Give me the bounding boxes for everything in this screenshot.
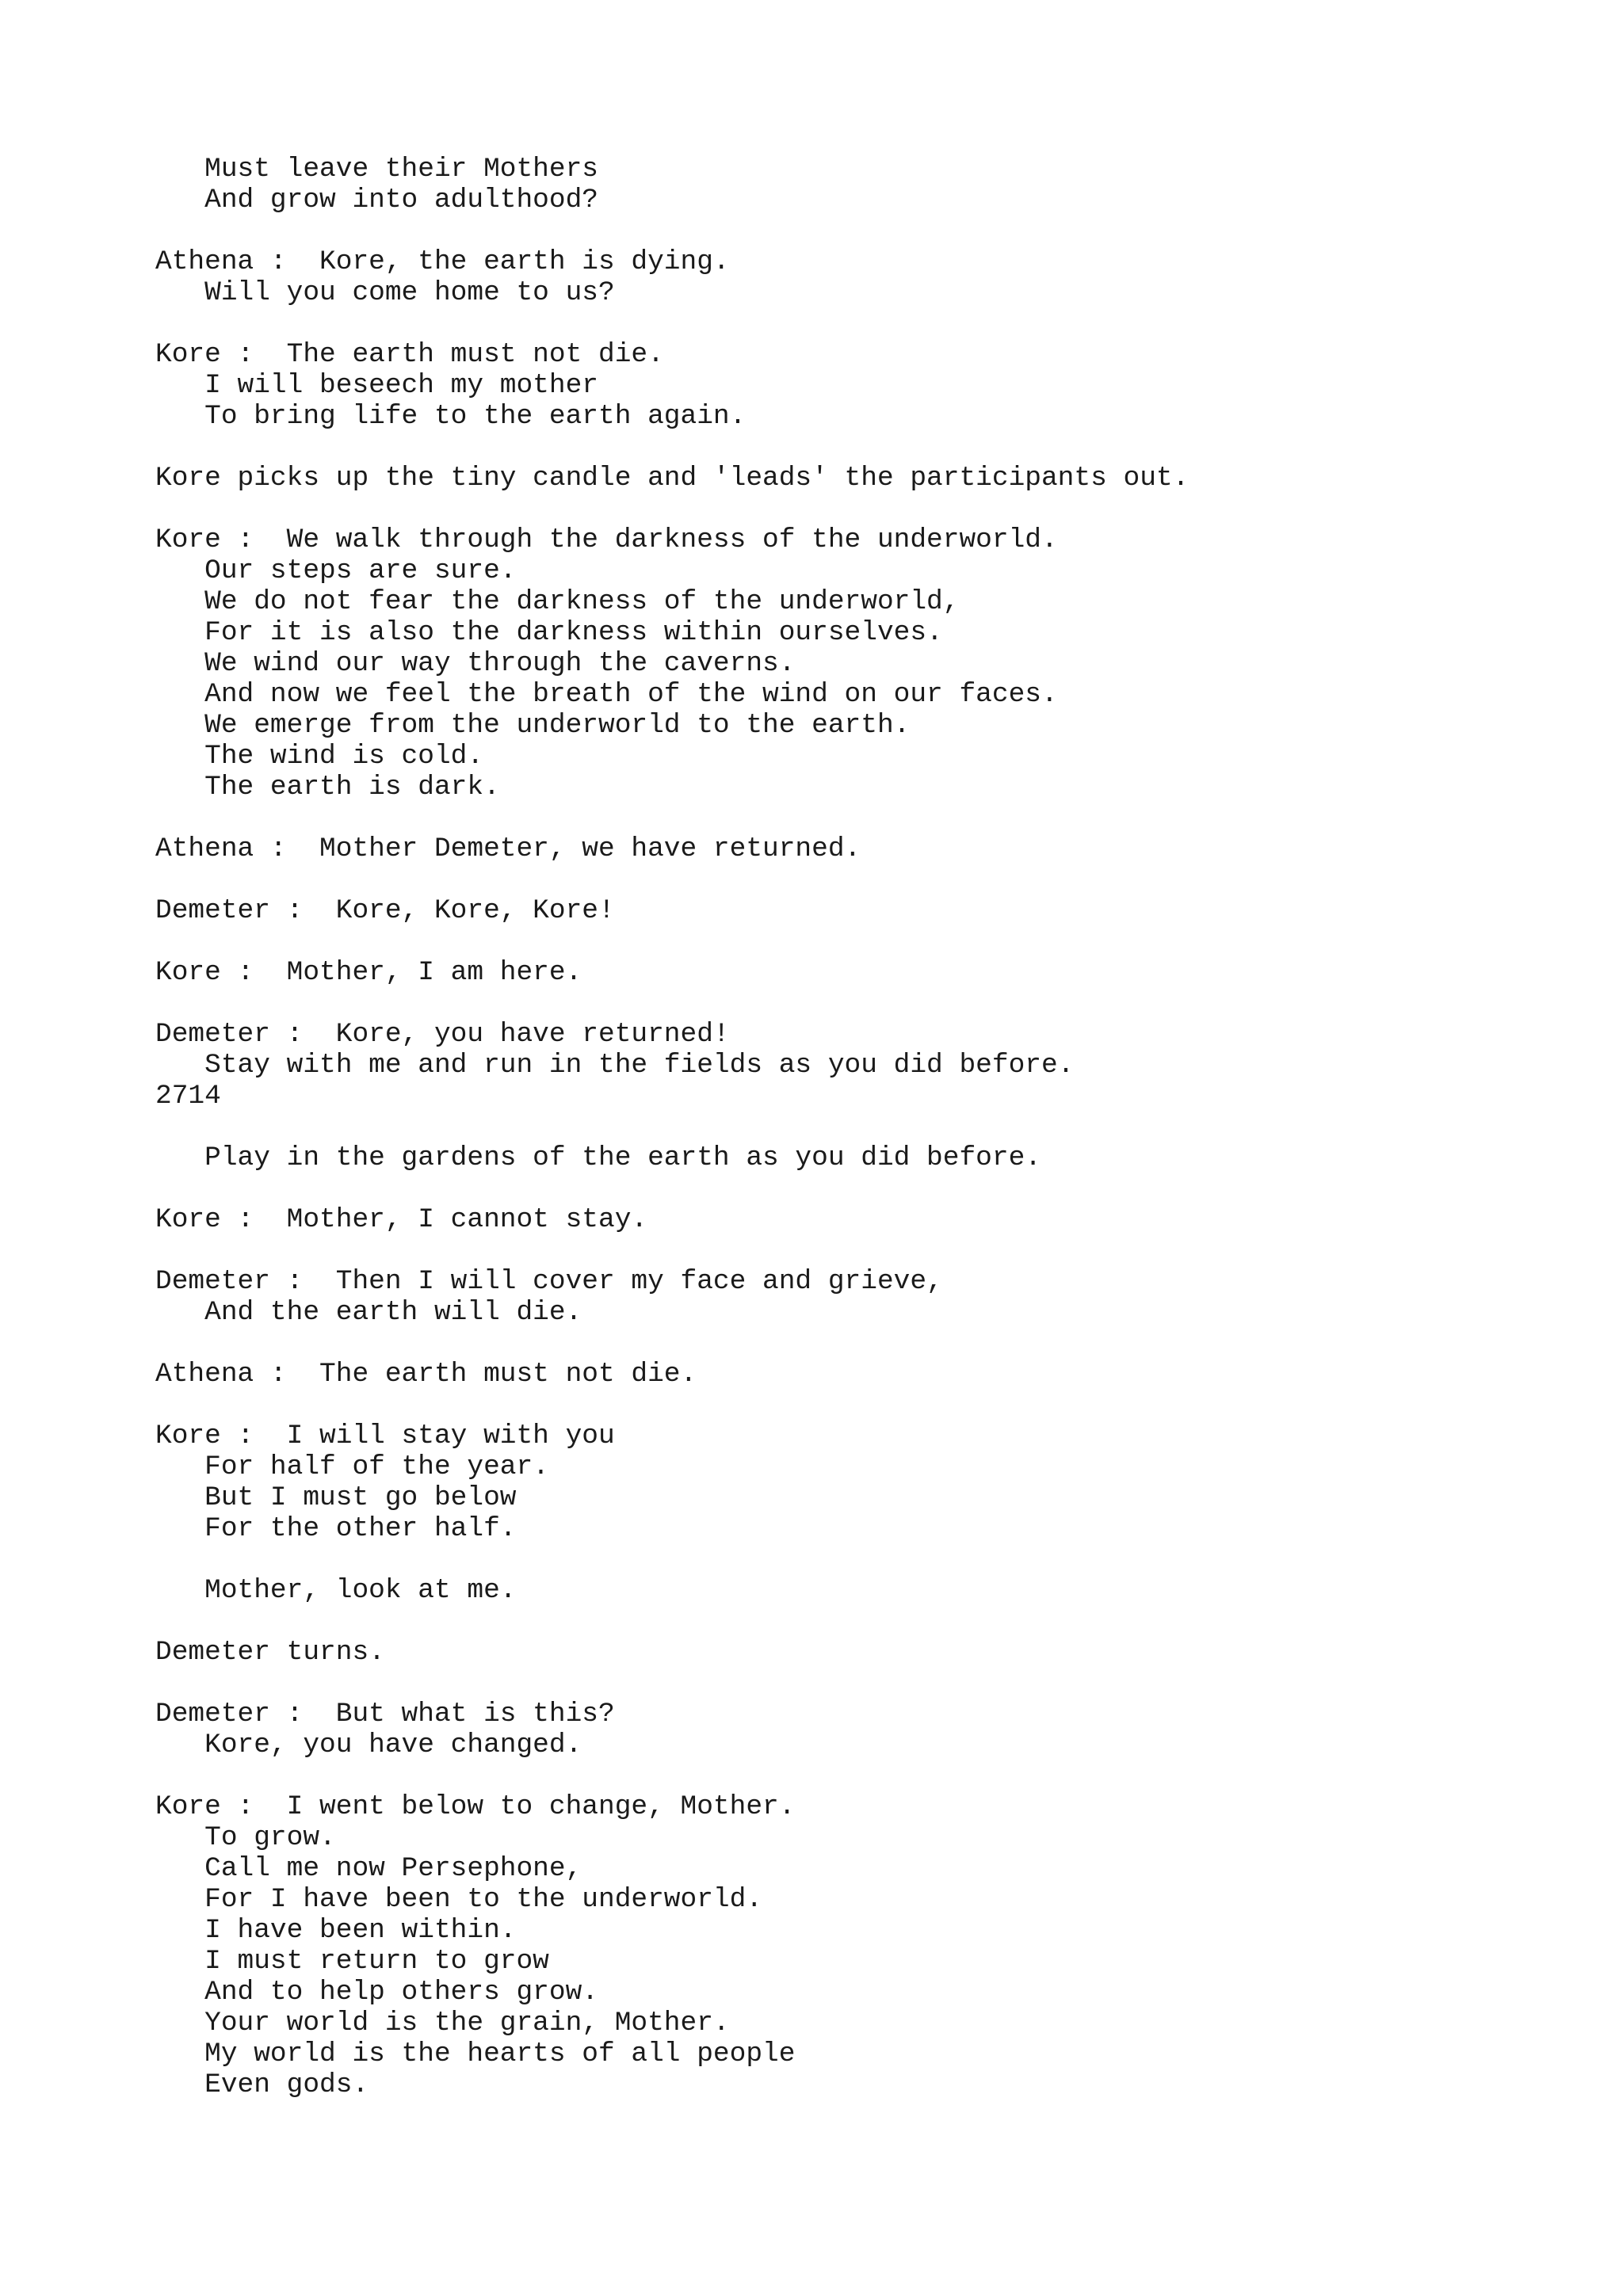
text-line: Will you come home to us? [155,277,615,308]
blank-line [155,926,1189,957]
text-line: We wind our way through the caverns. [155,648,796,679]
text-line: Demeter : Kore, you have returned! [155,1019,730,1050]
text-line: Demeter turns. [155,1637,385,1668]
text-line: For half of the year. [155,1451,549,1482]
blank-line [155,1760,1189,1791]
text-line: Demeter : But what is this? [155,1699,615,1730]
text-line: And grow into adulthood? [155,185,598,215]
text-line: Kore : I will stay with you [155,1421,615,1451]
text-line: And now we feel the breath of the wind on our faces. [155,679,1058,710]
text-line: 2714 [155,1081,221,1112]
text-line: To bring life to the earth again. [155,401,747,432]
blank-line [155,215,1189,246]
blank-line [155,1235,1189,1266]
text-line: My world is the hearts of all people [155,2039,796,2069]
text-line: Call me now Persephone, [155,1853,582,1884]
text-line: I have been within. [155,1915,517,1946]
text-line: The earth is dark. [155,772,500,803]
text-line: The wind is cold. [155,741,484,772]
text-line: Demeter : Kore, Kore, Kore! [155,895,615,926]
text-line: I must return to grow [155,1946,549,1977]
text-line: Athena : Mother Demeter, we have returned. [155,833,861,864]
text-line: Kore : We walk through the darkness of the underworld. [155,524,1058,555]
text-line: Athena : The earth must not die. [155,1359,697,1390]
text-line: Kore : I went below to change, Mother. [155,1791,796,1822]
text-line: Athena : Kore, the earth is dying. [155,246,730,277]
blank-line [155,988,1189,1019]
text-line: Mother, look at me. [155,1575,517,1606]
text-line: We do not fear the darkness of the underworld, [155,586,960,617]
text-line: Your world is the grain, Mother. [155,2008,730,2039]
blank-line [155,308,1189,339]
text-line: And the earth will die. [155,1297,582,1328]
text-line: Stay with me and run in the fields as you did before. [155,1050,1075,1081]
text-line: Play in the gardens of the earth as you did before. [155,1142,1041,1173]
text-line: For I have been to the underworld. [155,1884,763,1915]
blank-line [155,1668,1189,1699]
blank-line [155,1544,1189,1575]
text-line: We emerge from the underworld to the earth. [155,710,911,741]
text-line: Demeter : Then I will cover my face and grieve, [155,1266,943,1297]
text-line: I will beseech my mother [155,370,598,401]
blank-line [155,1328,1189,1359]
text-line: Kore, you have changed. [155,1730,582,1760]
text-line: Kore : Mother, I am here. [155,957,582,988]
document-text [155,154,1189,2100]
text-line: For the other half. [155,1513,517,1544]
text-line: Kore : Mother, I cannot stay. [155,1204,648,1235]
text-line: Even gods. [155,2069,369,2100]
text-line: Kore : The earth must not die. [155,339,664,370]
blank-line [155,1173,1189,1204]
text-line: Our steps are sure. [155,555,517,586]
text-line: Must leave their Mothers [155,154,598,185]
blank-line [155,494,1189,524]
blank-line [155,1606,1189,1637]
text-line: Kore picks up the tiny candle and 'leads' the participants out. [155,463,1190,494]
blank-line [155,864,1189,895]
blank-line [155,1390,1189,1421]
text-line: And to help others grow. [155,1977,598,2008]
text-line: For it is also the darkness within ourselves. [155,617,943,648]
text-line: To grow. [155,1822,336,1853]
blank-line [155,803,1189,833]
blank-line [155,432,1189,463]
blank-line [155,1112,1189,1142]
text-line: But I must go below [155,1482,517,1513]
